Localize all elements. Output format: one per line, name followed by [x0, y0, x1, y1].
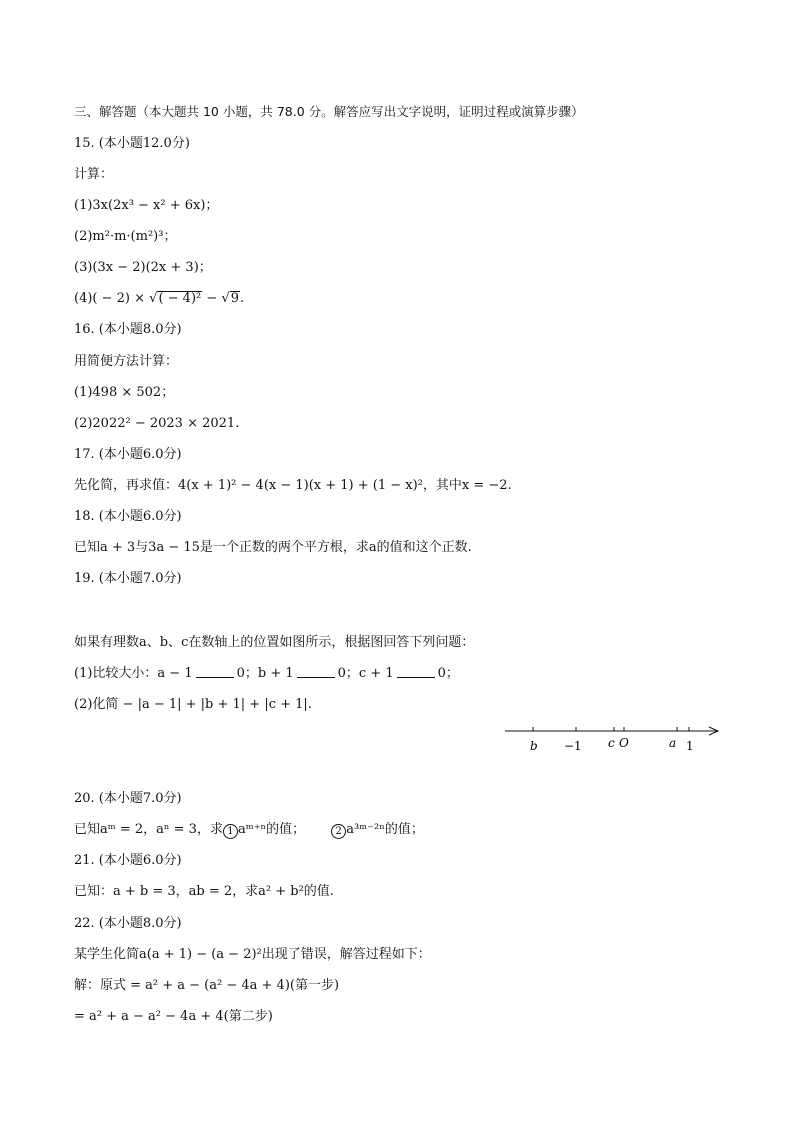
- q19-part1-b: 0；b + 1: [236, 666, 294, 681]
- q15-part4-radicand: ( − 4)²: [158, 291, 202, 306]
- q21-header: 21. (本小题6.0分): [74, 853, 182, 868]
- q19-text: 如果有理数a、b、c在数轴上的位置如图所示，根据图回答下列问题：: [74, 635, 475, 650]
- q20-text-c: a³ᵐ⁻²ⁿ的值；: [346, 822, 424, 837]
- number-line-figure: [500, 718, 725, 758]
- answer-blank-1[interactable]: [196, 666, 234, 678]
- label-b: b: [530, 739, 538, 753]
- q15-part1: (1)3x(2x³ − x² + 6x)；: [74, 198, 219, 213]
- q15-part4-prefix: (4)( − 2) ×: [74, 291, 150, 306]
- label-minus-one: −1: [564, 739, 582, 753]
- q16-part1: (1)498 × 502；: [74, 385, 175, 400]
- q19-part1: [74, 666, 459, 682]
- q15-part4: (4)( − 2) × √( − 4)² − √9.: [74, 291, 245, 306]
- q22-step1: 解：原式 = a² + a − (a² − 4a + 4)(第一步): [74, 978, 340, 993]
- q17-text: 先化简，再求值：4(x + 1)² − 4(x − 1)(x + 1) + (1 − x)²，其中x = −2.: [74, 478, 512, 493]
- q20-header: 20. (本小题7.0分): [74, 791, 182, 806]
- q16-prompt: 用简便方法计算：: [74, 354, 179, 369]
- q20-text-a: 已知aᵐ = 2，aⁿ = 3，求: [74, 822, 223, 837]
- circled-number-1: 1: [223, 824, 238, 839]
- q19-part1-a: (1)比较大小：a − 1: [74, 666, 193, 681]
- q15-part2: (2)m²·m·(m²)³；: [74, 229, 177, 244]
- q22-header: 22. (本小题8.0分): [74, 916, 182, 931]
- section-heading: 三、解答题（本大题共 10 小题，共 78.0 分。解答应写出文字说明，证明过程或演算步骤）: [74, 104, 584, 119]
- q20-text: [74, 822, 424, 839]
- circled-number-2: 2: [331, 824, 346, 839]
- q15-part3: (3)(3x − 2)(2x + 3)；: [74, 260, 212, 275]
- q19-header: 19. (本小题7.0分): [74, 571, 182, 586]
- q22-text: 某学生化简a(a + 1) − (a − 2)²出现了错误，解答过程如下：: [74, 947, 431, 962]
- q22-step2: = a² + a − a² − 4a + 4(第二步): [74, 1009, 273, 1024]
- q18-header: 18. (本小题6.0分): [74, 509, 182, 524]
- q19-part1-c: 0；c + 1: [337, 666, 394, 681]
- q16-header: 16. (本小题8.0分): [74, 322, 182, 337]
- q18-text: 已知a + 3与3a − 15是一个正数的两个平方根，求a的值和这个正数.: [74, 540, 472, 555]
- q15-part4-minus: −: [202, 291, 222, 306]
- label-c: c: [608, 736, 615, 750]
- q16-part2: (2)2022² − 2023 × 2021.: [74, 416, 240, 431]
- q21-text: 已知：a + b = 3，ab = 2，求a² + b²的值.: [74, 884, 334, 899]
- answer-blank-3[interactable]: [397, 666, 435, 678]
- q17-header: 17. (本小题6.0分): [74, 447, 182, 462]
- label-a: a: [669, 736, 677, 750]
- q15-part4-end: .: [240, 291, 245, 306]
- label-one: 1: [686, 739, 694, 753]
- q20-text-b: aᵐ⁺ⁿ的值；: [237, 822, 306, 837]
- answer-blank-2[interactable]: [297, 666, 335, 678]
- q19-part1-d: 0；: [437, 666, 459, 681]
- q19-part2: (2)化简 − |a − 1| + |b + 1| + |c + 1|.: [74, 697, 312, 712]
- label-origin: O: [619, 736, 629, 750]
- q15-header: 15. (本小题12.0分): [74, 136, 190, 151]
- q15-prompt: 计算：: [74, 167, 114, 182]
- q15-part4-radicand2: 9: [230, 291, 239, 306]
